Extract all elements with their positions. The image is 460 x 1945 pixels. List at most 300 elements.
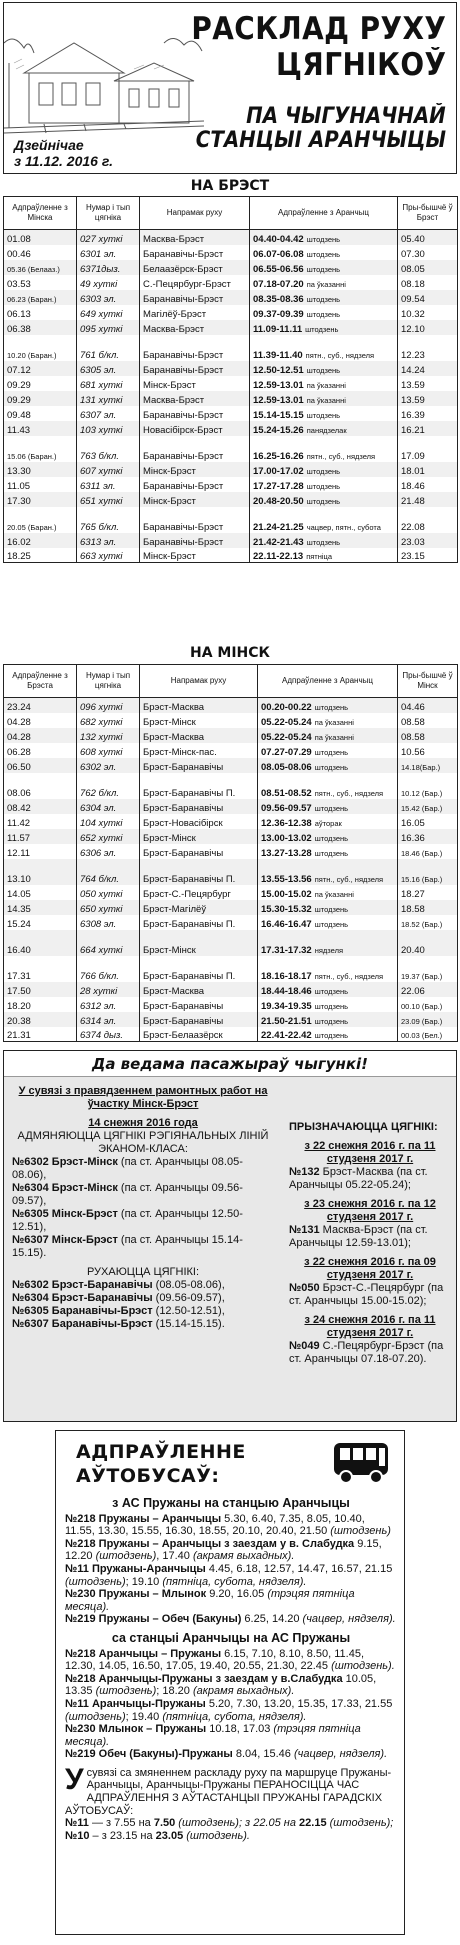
brest-timetable: [3, 196, 458, 563]
cell-from-text: 06.50: [7, 761, 31, 773]
cell-from-text: 06.13: [7, 308, 31, 320]
service-days: штодзень: [314, 986, 349, 996]
cell-from-text: 20.05 (Баран.): [7, 522, 57, 532]
cell-direction: [140, 421, 250, 436]
table-row: [4, 743, 458, 758]
cell-arrival-text: 18.46 (Бар.): [401, 848, 443, 858]
cell-train-text: 6308 эл.: [80, 918, 117, 930]
cell-direction: [140, 376, 250, 391]
departure-time: 05.22-05.24: [261, 716, 312, 728]
cell-departure: [250, 391, 398, 406]
notice-left-column: [12, 1085, 274, 1331]
service-days: па ўказанні: [306, 279, 346, 289]
cell-from-text: 09.48: [7, 409, 31, 421]
cell-from-text: 01.08: [7, 233, 31, 245]
service-days: штодзень: [306, 466, 341, 476]
cell-train-text: 6302 эл.: [80, 761, 117, 773]
table-row: [4, 1027, 458, 1042]
cell-train: [77, 915, 140, 930]
cell-arrival-text: 00.03 (Бел.): [401, 1031, 443, 1040]
notice-added-period: з 23 снежня 2016 г. па 12 студзеня 2017 г.: [304, 1198, 436, 1223]
table-row: [4, 814, 458, 829]
cell-direction-text: Брэст-Масква: [143, 731, 205, 743]
service-days: пятн., суб., нядзеля: [314, 788, 384, 798]
cell-train: [77, 982, 140, 997]
cell-train-text: 132 хуткі: [80, 731, 123, 743]
cell-direction-text: Баранавічы-Брэст: [143, 450, 224, 462]
cell-arrival: [398, 290, 458, 305]
cell-arrival-text: 12.10: [401, 323, 425, 335]
cell-from-text: 13.10: [7, 873, 31, 885]
notice-added-period: з 24 снежня 2016 г. па 11 студзеня 2017 г.: [304, 1314, 436, 1339]
cell-train: [77, 758, 140, 773]
cell-direction-text: Баранавічы-Брэст: [143, 248, 224, 260]
cell-arrival: [398, 956, 458, 982]
cell-train-text: 6371дыз.: [80, 263, 121, 275]
table-row: [4, 335, 458, 361]
cell-arrival-text: 08.18: [401, 278, 425, 290]
cell-train-text: 103 хуткі: [80, 424, 123, 436]
cell-arrival-text: 23.03: [401, 536, 425, 548]
cell-arrival: [398, 743, 458, 758]
cell-from-text: 17.30: [7, 495, 31, 507]
cell-arrival-text: 10.56: [401, 746, 425, 758]
service-days: штодзень: [314, 919, 349, 929]
departure-time: 19.34-19.35: [261, 1000, 312, 1012]
cell-arrival: [398, 997, 458, 1012]
cell-arrival-text: 13.59: [401, 379, 425, 391]
cell-departure: [258, 773, 398, 799]
notice-added-item: №050 Брэст-С.-Пецярбург (па ст. Аранчыцы 15.00-15.02);: [289, 1282, 444, 1307]
cell-train-text: 765 б/кл.: [80, 521, 119, 533]
cell-train-text: 6301 эл.: [80, 248, 117, 260]
cell-direction-text: Брэст-Мінск: [143, 832, 196, 844]
cell-from: [4, 1012, 77, 1027]
cell-train: [77, 799, 140, 814]
cell-from-text: 20.38: [7, 1015, 31, 1027]
cell-arrival: [398, 436, 458, 462]
departure-time: 22.11-22.13: [253, 551, 304, 562]
departure-time: 18.16-18.17: [261, 970, 312, 982]
bus-route-item: №219 Обеч (Бакуны)-Пружаны 8.04, 15.46 (чацвер, нядзеля).: [65, 1748, 388, 1761]
cell-from-text: 11.43: [7, 424, 31, 436]
cell-departure: [250, 260, 398, 275]
cell-train-text: 131 хуткі: [80, 394, 123, 406]
cell-arrival: [398, 698, 458, 713]
cell-train: [77, 773, 140, 799]
cell-departure: [258, 1027, 398, 1042]
cell-train: [77, 507, 140, 533]
col-header-arrival: Пры-бышчё ў Мінск: [398, 665, 458, 698]
cell-arrival: [398, 335, 458, 361]
cell-from: [4, 885, 77, 900]
cell-train-text: 6306 эл.: [80, 847, 117, 859]
cell-train-text: 766 б/кл.: [80, 970, 119, 982]
cell-arrival: [398, 305, 458, 320]
cell-train-text: 6314 эл.: [80, 1015, 117, 1027]
cell-direction: [140, 885, 258, 900]
cell-train: [77, 406, 140, 421]
notice-added-item: №131 Масква-Брэст (па ст. Аранчыцы 12.59-13.01);: [289, 1224, 428, 1249]
cell-from-text: 03.53: [7, 278, 31, 290]
header-banner: [3, 2, 457, 174]
service-days: штодзень: [314, 747, 349, 757]
col-header-from: Адпраўленне з Мінска: [4, 197, 77, 230]
cell-arrival: [398, 275, 458, 290]
cell-departure: [258, 844, 398, 859]
cell-arrival-text: 15.42 (Бар.): [401, 803, 443, 813]
cell-arrival-text: 23.15: [401, 551, 425, 562]
departure-time: 08.51-08.52: [261, 787, 312, 799]
cell-from: [4, 260, 77, 275]
cell-departure: [258, 698, 398, 713]
table-row: [4, 1012, 458, 1027]
cell-direction-text: Мінск-Брэст: [143, 551, 196, 562]
cell-train: [77, 814, 140, 829]
cell-train-text: 682 хуткі: [80, 716, 123, 728]
cell-direction: [140, 391, 250, 406]
departure-time: 17.27-17.28: [253, 480, 304, 492]
cell-from: [4, 245, 77, 260]
cell-arrival-text: 18.27: [401, 888, 425, 900]
cell-departure: [258, 900, 398, 915]
notice-running-item: №6305 Баранавічы-Брэст (12.50-12.51),: [12, 1305, 225, 1317]
cell-departure: [250, 477, 398, 492]
cell-from-text: 17.31: [7, 970, 31, 982]
cell-direction: [140, 844, 258, 859]
cell-arrival-text: 19.37 (Бар.): [401, 971, 443, 981]
cell-from: [4, 421, 77, 436]
cell-train: [77, 477, 140, 492]
cell-direction-text: Баранавічы-Брэст: [143, 293, 224, 305]
cell-from-text: 14.05: [7, 888, 31, 900]
bus-route-item: №11 Пружаны-Аранчыцы 4.45, 6.18, 12.57, 14.47, 16.57, 21.15 (штодзень); 19.10 (пятніца, субота, нядзеля).: [65, 1562, 393, 1588]
cell-departure: [258, 799, 398, 814]
table-row: [4, 245, 458, 260]
table-row: [4, 930, 458, 956]
cell-arrival-text: 18.46: [401, 480, 425, 492]
departure-time: 17.00-17.02: [253, 465, 304, 477]
service-days: штодзень: [314, 762, 349, 772]
cell-arrival: [398, 548, 458, 563]
cell-direction: [140, 290, 250, 305]
cell-from-text: 16.40: [7, 944, 31, 956]
notice-running-item: №6304 Брэст-Баранавічы (09.56-09.57),: [12, 1292, 225, 1304]
minsk-timetable: [3, 664, 458, 1042]
cell-from: [4, 462, 77, 477]
service-days: штодзень: [306, 264, 341, 274]
cell-train-text: 651 хуткі: [80, 495, 123, 507]
cell-departure: [258, 915, 398, 930]
cell-direction: [140, 799, 258, 814]
header-title-line2: ЦЯГНІКОЎ: [275, 47, 446, 83]
cell-direction-text: Баранавічы-Брэст: [143, 409, 224, 421]
cell-train-text: 027 хуткі: [80, 233, 123, 245]
cell-arrival: [398, 799, 458, 814]
notice-added-item: №132 Брэст-Масква (па ст. Аранчыцы 05.22-05.24);: [289, 1166, 428, 1191]
table-row: [4, 260, 458, 275]
cell-direction: [140, 829, 258, 844]
cell-train: [77, 462, 140, 477]
table-row: [4, 507, 458, 533]
bus-route-item: №230 Пружаны – Млынок 9.20, 16.05 (трэцяя пятніца месяца).: [65, 1588, 355, 1613]
cell-train: [77, 1027, 140, 1042]
table-row: [4, 982, 458, 997]
cell-direction-text: Брэст-Баранавічы П.: [143, 970, 236, 982]
table-row: [4, 915, 458, 930]
notice-running-item: №6302 Брэст-Баранавічы (08.05-08.06),: [12, 1279, 225, 1291]
service-days: нядзеля: [314, 945, 344, 955]
cell-direction: [140, 436, 250, 462]
table-row: [4, 799, 458, 814]
notice-cancelled-item: №6307 Мінск-Брэст (па ст. Аранчыцы 15.14-15.15).: [12, 1234, 243, 1259]
cell-train-text: 681 хуткі: [80, 379, 123, 391]
departure-time: 11.39-11.40: [253, 349, 303, 361]
cell-train: [77, 548, 140, 563]
cell-train-text: 650 хуткі: [80, 903, 123, 915]
departure-time: 12.36-12.38: [261, 817, 312, 829]
service-days: па ўказанні: [306, 395, 346, 405]
cell-from: [4, 982, 77, 997]
service-days: штодзень: [306, 234, 341, 244]
service-days: штодзень: [314, 803, 349, 813]
cell-train-text: 6307 эл.: [80, 409, 117, 421]
cell-arrival-text: 18.52 (Бар.): [401, 919, 443, 929]
service-days: штодзень: [306, 410, 341, 420]
bus-route-item: №230 Млынок – Пружаны 10.18, 17.03 (трэцяя пятніца месяца).: [65, 1723, 361, 1748]
cell-arrival: [398, 773, 458, 799]
departure-time: 15.00-15.02: [261, 888, 312, 900]
cell-train-text: 050 хуткі: [80, 888, 123, 900]
cell-train-text: 608 хуткі: [80, 746, 123, 758]
cell-from-text: 23.24: [7, 701, 31, 713]
cell-departure: [250, 320, 398, 335]
notice-cancelled-heading: АДМЯНЯЮЦЦА ЦЯГНІКІ РЭГІЯНАЛЬНЫХ ЛІНІЙ ЭКАНОМ-КЛАСА:: [17, 1130, 269, 1155]
cell-train: [77, 533, 140, 548]
cell-departure: [250, 230, 398, 245]
cell-arrival: [398, 245, 458, 260]
cell-departure: [258, 956, 398, 982]
cell-arrival-text: 22.08: [401, 521, 425, 533]
cell-arrival-text: 18.01: [401, 465, 425, 477]
cell-train: [77, 930, 140, 956]
cell-train-text: 761 б/кл.: [80, 349, 119, 361]
cell-direction: [140, 260, 250, 275]
service-days: штодзень: [314, 1001, 349, 1011]
service-days: штодзень: [306, 249, 341, 259]
service-days: штодзень: [306, 294, 341, 304]
bus-title-line2: АЎТОБУСАЎ:: [76, 1465, 220, 1487]
cell-train: [77, 436, 140, 462]
cell-direction: [140, 361, 250, 376]
cell-train-text: 28 хуткі: [80, 985, 118, 997]
cell-direction-text: Брэст-Баранавічы: [143, 847, 224, 859]
table-row: [4, 956, 458, 982]
cell-departure: [258, 758, 398, 773]
departure-time: 08.35-08.36: [253, 293, 304, 305]
table-row: [4, 773, 458, 799]
table-row: [4, 436, 458, 462]
cell-direction-text: Брэст-Масква: [143, 701, 205, 713]
departure-time: 21.42-21.43: [253, 536, 304, 548]
cell-direction: [140, 305, 250, 320]
cell-train: [77, 260, 140, 275]
cell-direction: [140, 462, 250, 477]
cell-direction-text: Брэст-Баранавічы П.: [143, 918, 236, 930]
col-header-train: Нумар і тып цягніка: [77, 197, 140, 230]
cell-arrival: [398, 376, 458, 391]
cell-departure: [250, 245, 398, 260]
cell-direction-text: Брэст-Баранавічы: [143, 802, 224, 814]
cell-train-text: 664 хуткі: [80, 944, 123, 956]
cell-train-text: 6313 эл.: [80, 536, 117, 548]
table-row: [4, 391, 458, 406]
table-row: [4, 376, 458, 391]
cell-departure: [250, 305, 398, 320]
cell-departure: [258, 930, 398, 956]
cell-from: [4, 743, 77, 758]
cell-train-text: 663 хуткі: [80, 551, 123, 562]
cell-departure: [258, 859, 398, 885]
cell-arrival: [398, 320, 458, 335]
service-days: штодзень: [306, 496, 341, 506]
cell-from: [4, 956, 77, 982]
cell-train: [77, 230, 140, 245]
cell-from-text: 15.06 (Баран.): [7, 451, 57, 461]
departure-time: 06.55-06.56: [253, 263, 304, 275]
departure-time: 09.56-09.57: [261, 802, 312, 814]
cell-direction-text: Мінск-Брэст: [143, 495, 196, 507]
cell-from-text: 00.46: [7, 248, 31, 260]
table-row: [4, 275, 458, 290]
notice-intro: У сувязі з правядзеннем рамонтных работ на ўчастку Мінск-Брэст: [18, 1085, 268, 1110]
cell-direction-text: Масква-Брэст: [143, 323, 205, 335]
cell-direction-text: Баранавічы-Брэст: [143, 536, 224, 548]
cell-train-text: 607 хуткі: [80, 465, 123, 477]
cell-train: [77, 421, 140, 436]
cell-departure: [250, 492, 398, 507]
cell-departure: [250, 335, 398, 361]
valid-from-label: Дзейнічае: [14, 137, 84, 153]
service-days: чацвер, пятн., субота: [306, 522, 381, 532]
cell-direction-text: Баранавічы-Брэст: [143, 521, 224, 533]
cell-arrival: [398, 507, 458, 533]
cell-train: [77, 885, 140, 900]
notice-right-column: [289, 1121, 451, 1366]
cell-departure: [250, 376, 398, 391]
cell-departure: [250, 548, 398, 563]
table-row: [4, 462, 458, 477]
cell-arrival: [398, 728, 458, 743]
cell-arrival-text: 20.40: [401, 944, 425, 956]
cell-direction: [140, 1027, 258, 1042]
cell-direction: [140, 713, 258, 728]
service-days: аўторак: [314, 818, 342, 828]
cell-direction-text: Баранавічы-Брэст: [143, 364, 224, 376]
bus-icon: [332, 1441, 390, 1485]
cell-from-text: 14.35: [7, 903, 31, 915]
cell-from: [4, 275, 77, 290]
cell-train: [77, 320, 140, 335]
cell-arrival: [398, 885, 458, 900]
cell-from-text: 15.24: [7, 918, 31, 930]
cell-from: [4, 361, 77, 376]
cell-from-text: 04.28: [7, 716, 31, 728]
cell-arrival-text: 09.54: [401, 293, 425, 305]
cell-departure: [258, 997, 398, 1012]
cell-arrival: [398, 361, 458, 376]
cell-direction: [140, 915, 258, 930]
cell-from-text: 07.12: [7, 364, 31, 376]
cell-direction: [140, 982, 258, 997]
table-row: [4, 997, 458, 1012]
cell-direction-text: Брэст-Мінск: [143, 716, 196, 728]
cell-direction-text: Брэст-Масква: [143, 985, 205, 997]
cell-train: [77, 743, 140, 758]
cell-from: [4, 533, 77, 548]
cell-departure: [250, 507, 398, 533]
cell-direction: [140, 698, 258, 713]
cell-from: [4, 773, 77, 799]
departure-time: 04.40-04.42: [253, 233, 304, 245]
cell-direction: [140, 728, 258, 743]
bus-route-item: №219 Пружаны – Обеч (Бакуны) 6.25, 14.20 (чацвер, нядзеля).: [65, 1613, 396, 1626]
col-header-from: Адпраўленне з Брэста: [4, 665, 77, 698]
cell-arrival: [398, 421, 458, 436]
cell-direction-text: С.-Пецярбург-Брэст: [143, 278, 231, 290]
col-header-direction: Напрамак руху: [140, 197, 250, 230]
notice-running-item: №6307 Баранавічы-Брэст (15.14-15.15).: [12, 1318, 225, 1330]
cell-arrival-text: 16.39: [401, 409, 425, 421]
col-header-departure: Адпраўленне з Аранчыц: [258, 665, 398, 698]
service-days: штодзень: [314, 833, 349, 843]
cell-arrival-text: 13.59: [401, 394, 425, 406]
cell-train: [77, 997, 140, 1012]
brest-section-title: НА БРЭСТ: [190, 178, 270, 194]
notice-running-heading: РУХАЮЦЦА ЦЯГНІКІ:: [86, 1266, 200, 1278]
cell-from: [4, 548, 77, 563]
table-row: [4, 533, 458, 548]
cell-from-text: 06.23 (Баран.): [7, 294, 57, 304]
header-subtitle-line2: СТАНЦЫІ АРАНЧЫЦЫ: [195, 128, 446, 153]
table-row: [4, 492, 458, 507]
cell-arrival: [398, 1012, 458, 1027]
notice-added-period: з 22 снежня 2016 г. па 09 студзеня 2017 г.: [304, 1256, 436, 1281]
notice-added-item: №049 С.-Пецярбург-Брэст (па ст. Аранчыцы 07.18-07.20).: [289, 1340, 444, 1365]
cell-train: [77, 1012, 140, 1027]
cell-departure: [258, 728, 398, 743]
service-days: штодзень: [314, 848, 349, 858]
cell-direction-text: Масква-Брэст: [143, 394, 205, 406]
departure-time: 06.07-06.08: [253, 248, 304, 260]
departure-time: 09.37-09.39: [253, 308, 304, 320]
notice-added-period: з 22 снежня 2016 г. па 11 студзеня 2017 г.: [304, 1140, 436, 1165]
departure-time: 20.48-20.50: [253, 495, 304, 507]
cell-arrival: [398, 230, 458, 245]
bus-route-item: №11 Аранчыцы-Пружаны 5.20, 7.30, 13.20, 15.35, 17.33, 21.55 (штодзень); 19.40 (пятніца, субота, нядзеля).: [65, 1697, 393, 1723]
cell-direction: [140, 758, 258, 773]
cell-arrival: [398, 844, 458, 859]
table-row: [4, 900, 458, 915]
cell-from-text: 17.50: [7, 985, 31, 997]
table-row: [4, 290, 458, 305]
cell-arrival: [398, 533, 458, 548]
cell-direction: [140, 930, 258, 956]
cell-departure: [258, 885, 398, 900]
service-days: пятн., суб., нядзеля: [314, 874, 384, 884]
departure-time: 07.18-07.20: [253, 278, 304, 290]
service-days: пятн., суб., нядзеля: [314, 971, 384, 981]
